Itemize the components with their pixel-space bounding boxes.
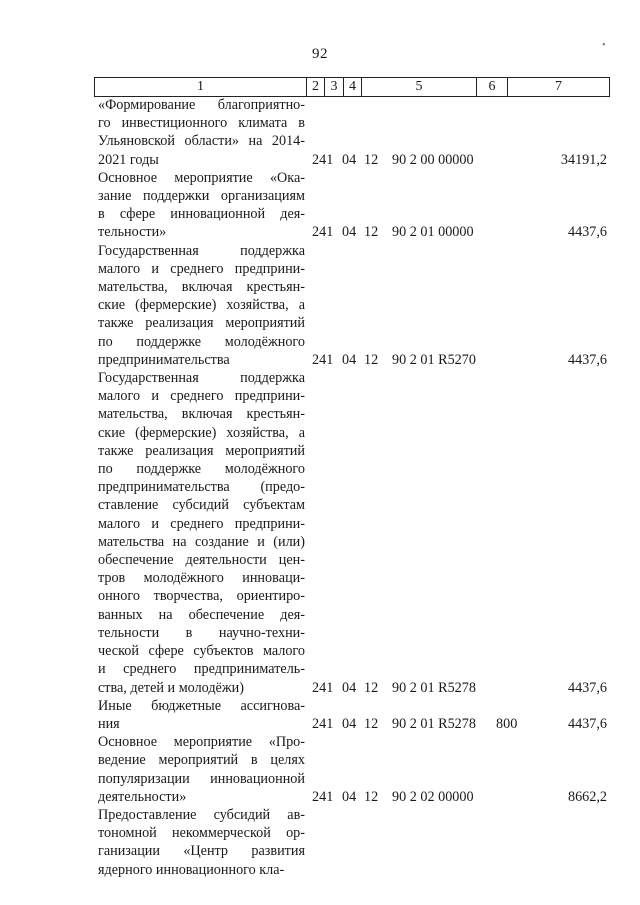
row-codes <box>312 715 524 733</box>
ministry-code: 241 <box>312 351 334 368</box>
column-header-ministry: 2 <box>307 78 325 97</box>
row-name-line: тельности в научно-техни- <box>98 624 305 641</box>
row-name-line: ядерного инновационного кла- <box>98 861 285 878</box>
row-name-line: популяризации инновационной <box>98 770 305 787</box>
target-article-code: 90 2 01 00000 <box>392 224 474 241</box>
row-name-line: ганизации «Центр развития <box>98 843 305 860</box>
row-codes <box>312 351 524 369</box>
table-row <box>0 806 640 879</box>
row-name-line: мательства, включая крестьян- <box>98 279 305 296</box>
section-code: 04 <box>342 224 357 241</box>
row-name-line: тономной некоммерческой ор- <box>98 825 305 842</box>
section-code: 04 <box>342 679 357 696</box>
row-name-line: зание поддержки организациям <box>98 188 305 205</box>
row-name-line: ния <box>98 715 120 732</box>
row-amount: 8662,2 <box>567 788 607 805</box>
target-article-code: 90 2 00 00000 <box>392 151 474 168</box>
row-name-line: малого и среднего предприни- <box>98 515 305 532</box>
row-name-line: ские (фермерские) хозяйства, а <box>98 424 305 441</box>
row-amount: 34191,2 <box>560 151 607 168</box>
ministry-code: 241 <box>312 715 334 732</box>
row-name <box>98 733 305 806</box>
row-name-line: Ульяновской области» на 2014- <box>98 133 305 150</box>
table-row <box>0 697 640 733</box>
row-name-line: тров молодёжного инновaци- <box>98 570 305 587</box>
row-name-line: ванных на обеспечение дея- <box>98 606 305 623</box>
table-row <box>0 369 640 697</box>
column-header-expense-type: 6 <box>477 78 508 97</box>
subsection-code: 12 <box>364 151 379 168</box>
row-name-line: предпринимательства <box>98 351 230 368</box>
subsection-code: 12 <box>364 224 379 241</box>
page-number: 92 <box>312 46 328 62</box>
row-name-line: мательства на создание и (или) <box>98 533 305 550</box>
row-name <box>98 242 305 369</box>
row-name-line: обеспечение деятельности цен- <box>98 552 305 569</box>
section-code: 04 <box>342 715 357 732</box>
row-name-line: в сфере инновационной дея- <box>98 206 305 223</box>
column-header-section: 3 <box>325 78 344 97</box>
column-header-row <box>94 77 610 97</box>
section-code: 04 <box>342 788 357 805</box>
ministry-code: 241 <box>312 224 334 241</box>
row-name-line: ские (фермерские) хозяйства, а <box>98 297 305 314</box>
column-header-amount: 7 <box>508 78 610 97</box>
subsection-code: 12 <box>364 788 379 805</box>
expense-type-code: 800 <box>496 715 518 732</box>
column-header-name: 1 <box>95 78 307 97</box>
budget-table-body <box>0 96 640 879</box>
row-name-line: тельности» <box>98 224 167 241</box>
row-name-line: малого и среднего предприни- <box>98 388 305 405</box>
table-row <box>0 242 640 369</box>
row-codes <box>312 788 524 806</box>
row-name-line: ставление субсидий субъектам <box>98 497 305 514</box>
row-codes <box>312 679 524 697</box>
row-amount: 4437,6 <box>567 715 607 732</box>
target-article-code: 90 2 01 R5270 <box>392 351 476 368</box>
row-name <box>98 369 305 697</box>
row-codes <box>312 861 524 879</box>
table-row <box>0 733 640 806</box>
row-name-line: также реализация мероприятий <box>98 442 305 459</box>
row-name-line: по поддержке молодёжного <box>98 461 305 478</box>
ministry-code: 241 <box>312 679 334 696</box>
row-name-line: Государственная поддержка <box>98 370 305 387</box>
row-name-line: Предоставление субсидий ав- <box>98 806 305 823</box>
row-amount: 4437,6 <box>567 679 607 696</box>
ministry-code: 241 <box>312 151 334 168</box>
row-name-line: Основное мероприятие «Про- <box>98 734 305 751</box>
section-code: 04 <box>342 351 357 368</box>
row-name-line: Основное мероприятие «Ока- <box>98 169 305 186</box>
row-amount: 4437,6 <box>567 351 607 368</box>
row-name-line: малого и среднего предприни- <box>98 260 305 277</box>
row-name-line: онного творчества, ориентиро- <box>98 588 305 605</box>
row-name-line: «Формирование благоприятно- <box>98 97 305 113</box>
row-name-line: и среднего предприниматель- <box>98 661 305 678</box>
table-row <box>0 169 640 242</box>
column-header-subsection: 4 <box>344 78 362 97</box>
row-name-line: 2021 годы <box>98 151 159 168</box>
row-amount: 4437,6 <box>567 224 607 241</box>
scan-speck: • <box>602 40 606 51</box>
row-name-line: Иные бюджетные ассигнова- <box>98 697 305 714</box>
row-name-line: по поддержке молодёжного <box>98 333 305 350</box>
row-name-line: ства, детей и молодёжи) <box>98 679 244 696</box>
row-name-line: деятельности» <box>98 788 187 805</box>
row-name-line: го инвестиционного климата в <box>98 115 305 132</box>
subsection-code: 12 <box>364 351 379 368</box>
row-name-line: предпринимательства (предо- <box>98 479 305 496</box>
table-row <box>0 96 640 169</box>
ministry-code: 241 <box>312 788 334 805</box>
row-name <box>98 697 305 733</box>
row-name-line: ведение мероприятий в целях <box>98 752 305 769</box>
row-name-line: мательства, включая крестьян- <box>98 406 305 423</box>
column-header-target-article: 5 <box>362 78 477 97</box>
row-name <box>98 96 305 169</box>
row-name <box>98 169 305 242</box>
row-name-line: ческой сфере субъектов малого <box>98 643 305 660</box>
row-name <box>98 806 305 879</box>
row-codes <box>312 223 524 241</box>
section-code: 04 <box>342 151 357 168</box>
target-article-code: 90 2 01 R5278 <box>392 679 476 696</box>
subsection-code: 12 <box>364 679 379 696</box>
target-article-code: 90 2 01 R5278 <box>392 715 476 732</box>
subsection-code: 12 <box>364 715 379 732</box>
row-codes <box>312 151 524 169</box>
target-article-code: 90 2 02 00000 <box>392 788 474 805</box>
row-name-line: Государственная поддержка <box>98 242 305 259</box>
row-name-line: также реализация мероприятий <box>98 315 305 332</box>
